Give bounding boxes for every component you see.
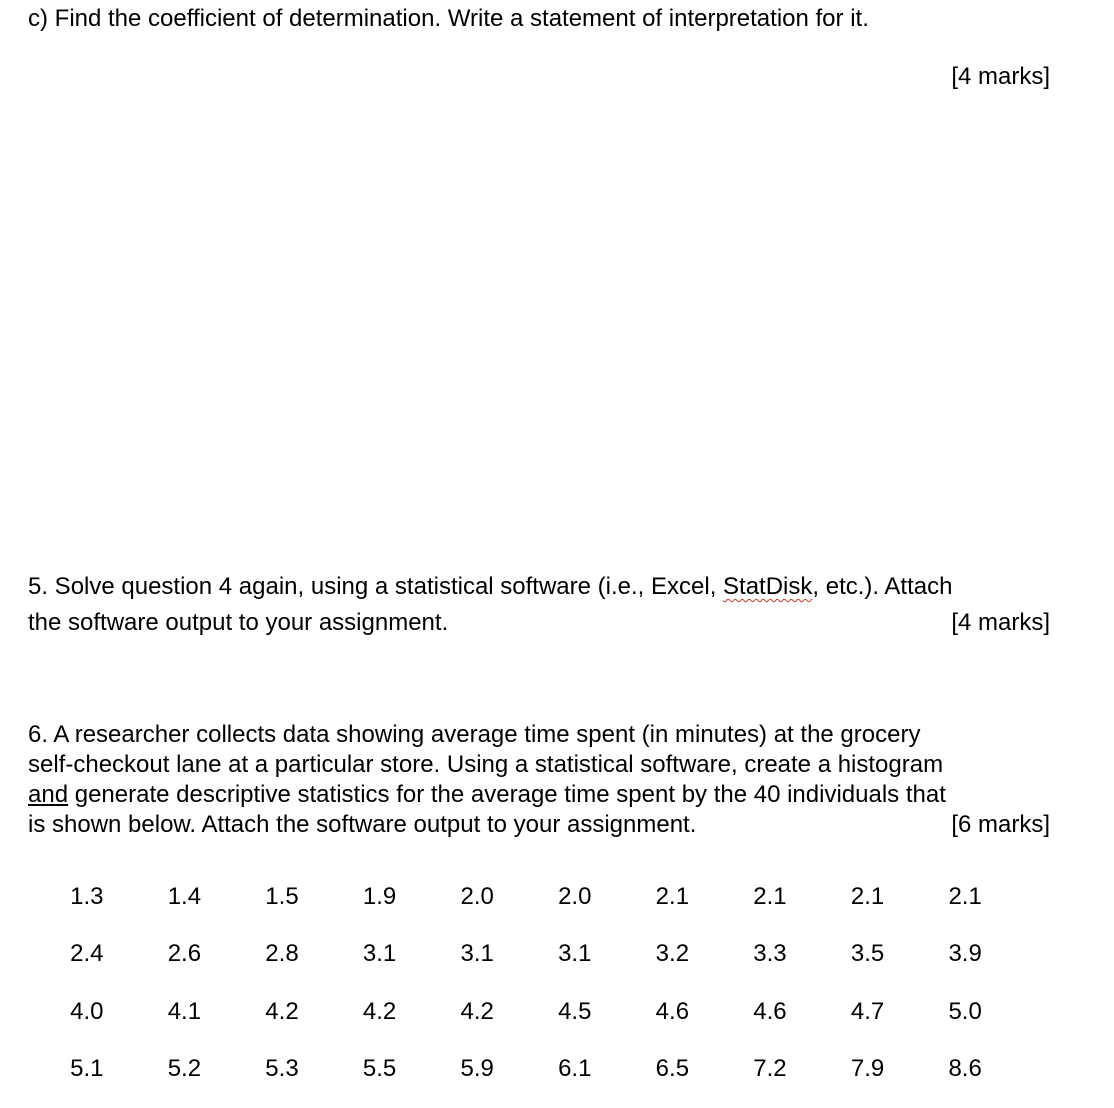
table-cell: 1.5	[265, 882, 299, 910]
q5-marks: [4 marks]	[951, 609, 1050, 636]
table-cell: 2.1	[850, 882, 885, 910]
q6-line-3	[28, 780, 946, 810]
q5-line-1	[28, 572, 952, 602]
table-cell: 3.3	[753, 940, 787, 968]
table-cell: 3.5	[850, 940, 885, 968]
table-cell: 5.0	[948, 997, 982, 1025]
table-cell: 5.2	[167, 1055, 202, 1083]
table-cell: 4.7	[850, 997, 885, 1025]
table-cell: 2.1	[655, 882, 690, 910]
table-row	[38, 926, 1014, 984]
table-cell: 4.0	[70, 997, 104, 1025]
table-cell: 4.6	[753, 997, 787, 1025]
q6-marks: [6 marks]	[951, 811, 1050, 838]
part-c-marks: [4 marks]	[951, 63, 1050, 90]
table-cell: 2.1	[753, 882, 787, 910]
table-cell: 1.9	[362, 882, 397, 910]
table-cell: 5.3	[265, 1055, 299, 1083]
table-cell: 3.1	[362, 940, 397, 968]
table-cell: 4.6	[655, 997, 690, 1025]
q6-line-2: self-checkout lane at a particular store. Using a statistical software, create a histogram	[28, 751, 944, 778]
table-cell: 3.2	[655, 940, 690, 968]
table-cell: 2.1	[948, 882, 982, 910]
spellcheck-flagged-word[interactable]: StatDisk	[723, 573, 813, 600]
table-cell: 3.9	[948, 940, 982, 968]
table-cell: 2.8	[265, 940, 299, 968]
q6-line-4: is shown below. Attach the software output to your assignment.	[28, 811, 697, 838]
table-cell: 5.9	[460, 1055, 494, 1083]
table-cell: 2.6	[167, 940, 202, 968]
data-table	[38, 868, 1014, 1098]
q5-line-1-before: 5. Solve question 4 again, using a statistical software (i.e., Excel,	[28, 573, 724, 600]
table-row	[38, 1041, 1014, 1099]
table-cell: 2.4	[70, 940, 104, 968]
table-cell: 5.5	[362, 1055, 397, 1083]
table-cell: 4.5	[558, 997, 592, 1025]
table-cell: 1.4	[167, 882, 202, 910]
table-row	[38, 983, 1014, 1041]
q6-line-3-rest: generate descriptive statistics for the average time spent by the 40 individuals that	[68, 781, 946, 808]
table-cell: 3.1	[460, 940, 494, 968]
table-cell: 6.1	[558, 1055, 592, 1083]
table-row	[38, 868, 1014, 926]
table-cell: 7.9	[850, 1055, 885, 1083]
q5-line-1-after: , etc.). Attach	[812, 573, 953, 600]
table-cell: 3.1	[558, 940, 592, 968]
table-cell: 2.0	[558, 882, 592, 910]
table-cell: 1.3	[70, 882, 104, 910]
table-cell: 4.2	[265, 997, 299, 1025]
part-c-question: c) Find the coefficient of determination. Write a statement of interpretation for it.	[28, 5, 869, 32]
table-cell: 6.5	[655, 1055, 690, 1083]
q6-underlined-word: and	[28, 781, 69, 808]
table-cell: 8.6	[948, 1055, 982, 1083]
table-cell: 4.2	[362, 997, 397, 1025]
q6-line-1: 6. A researcher collects data showing average time spent (in minutes) at the grocery	[28, 721, 921, 748]
table-cell: 4.1	[167, 997, 202, 1025]
q5-line-2: the software output to your assignment.	[28, 609, 449, 636]
table-cell: 2.0	[460, 882, 494, 910]
table-cell: 7.2	[753, 1055, 787, 1083]
table-cell: 5.1	[70, 1055, 104, 1083]
table-cell: 4.2	[460, 997, 494, 1025]
